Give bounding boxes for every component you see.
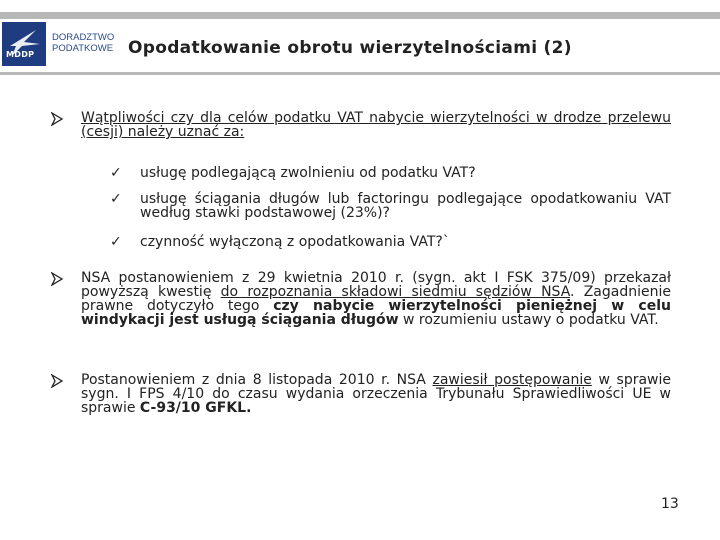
arrow-bullet-icon xyxy=(50,272,64,286)
arrow-bullet-icon xyxy=(50,112,64,126)
arrow-bullet-icon xyxy=(50,374,64,388)
p3-text-b: w sprawie sygn. I FPS 4/10 do czasu wydania orzeczenia Trybunału Sprawiedliwości UE w sprawie xyxy=(81,372,672,416)
option-2: usługę ściągania długów lub factoringu podlegające opodatkowaniu VAT według stawki podstawowej (23%)? xyxy=(140,191,671,221)
p3-underlined: zawiesił postępowanie xyxy=(432,372,592,388)
p2-text-b: . Zagadnienie prawne dotyczyło tego xyxy=(81,284,671,314)
top-decor-bar xyxy=(0,12,720,19)
logo-name xyxy=(52,32,114,54)
p2-text-c: w rozumieniu ustawy o podatku VAT. xyxy=(398,312,659,328)
check-icon: ✓ xyxy=(110,165,122,181)
logo-name-line1: DORADZTWO xyxy=(52,32,115,43)
slide-title: Opodatkowanie obrotu wierzytelnościami (2) xyxy=(128,38,572,58)
p3-text-a: Postanowieniem z dnia 8 listopada 2010 r. NSA xyxy=(81,372,433,388)
check-icon: ✓ xyxy=(110,234,122,250)
paragraph-suspension xyxy=(81,373,671,415)
logo-name-line2: PODATKOWE xyxy=(52,43,114,54)
logo-abbreviation: MDDP xyxy=(6,50,35,59)
logo-mark xyxy=(2,22,46,66)
paragraph-nsa-referral xyxy=(81,271,671,327)
plane-icon xyxy=(2,22,46,66)
p2-text-a: NSA postanowieniem z 29 kwietnia 2010 r. (sygn. akt I FSK 375/09) przekazał powyższą kwestię xyxy=(81,270,671,300)
title-rule xyxy=(0,72,720,75)
check-icon: ✓ xyxy=(110,191,122,207)
p2-bold: czy nabycie wierzytelności pieniężnej w celu windykacji jest usługą ściągania długów xyxy=(81,298,671,328)
option-1: usługę podlegającą zwolnieniu od podatku VAT? xyxy=(140,165,476,181)
question-text: Wątpliwości czy dla celów podatku VAT nabycie wierzytelności w drodze przelewu (cesji) należy uznać za: xyxy=(81,110,671,140)
p2-underlined: do rozpoznania składowi siedmiu sędziów NSA xyxy=(220,284,571,300)
option-3: czynność wyłączoną z opodatkowania VAT?` xyxy=(140,234,450,250)
company-logo xyxy=(2,22,115,66)
p3-bold: C-93/10 GFKL. xyxy=(139,400,252,416)
page-number: 13 xyxy=(661,496,679,512)
